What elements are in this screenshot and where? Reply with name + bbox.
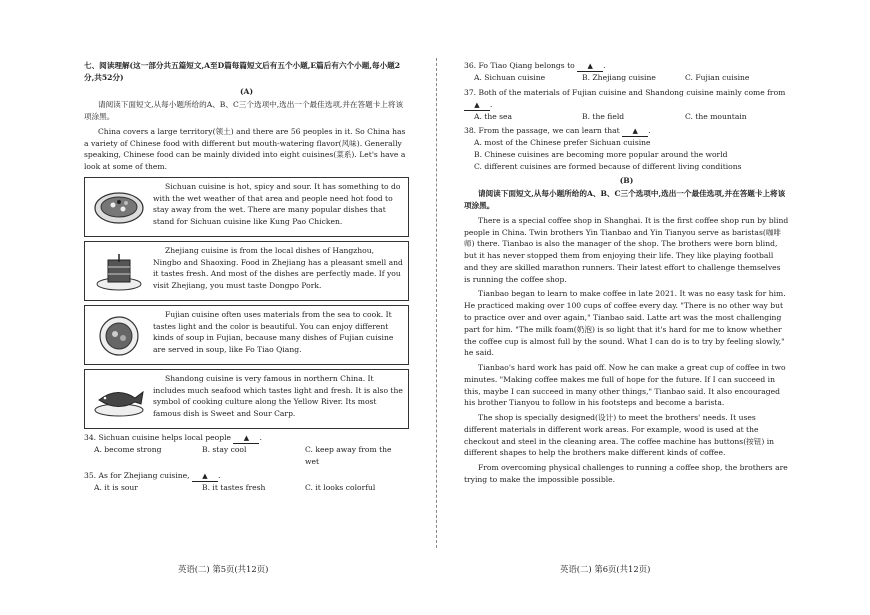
q34-options — [84, 444, 409, 468]
paragraph: There is a special coffee shop in Shanghai. It is the first coffee shop run by blind people in China. Twin brothers Yin Tianbao and Yin Tianyou serve as baristas(咖啡师) there. Tianbao is also the manager of the shop. The brothers were born blind, but it has never stopped them from enjoying their life. They like playing football and they are skilled marathon runners. Their latest effort to challenge themselves is running the coffee shop. — [464, 215, 789, 284]
answer-blank: ▲ — [622, 127, 648, 137]
zhejiang-text: Zhejiang cuisine is from the local dishes of Hangzhou, Ningbo and Shaoxing. Food in Zhejiang has a pleasant smell and it tastes fresh. And most of the dishes are perfectly made. If you visit Zhejiang, you must taste Dongpo Pork. — [153, 245, 403, 291]
answer-blank: ▲ — [233, 434, 259, 444]
option-a[interactable]: A. most of the Chinese prefer Sichuan cuisine — [474, 138, 651, 148]
instruction-b: 请阅读下面短文,从每小题所给的A、B、C三个选项中,选出一个最佳选项,并在答题卡上将该项涂黑。 — [464, 189, 786, 211]
option-b[interactable]: B. the field — [582, 111, 625, 121]
option-c[interactable]: C. the mountain — [685, 111, 747, 121]
option-c[interactable]: C. different cuisines are formed because of different living conditions — [474, 161, 742, 171]
fujian-box — [84, 305, 409, 365]
fujian-text: Fujian cuisine often uses materials from the sea to cook. It tastes light and the color is beautiful. You can enjoy different kinds of soup in Fujian, because many dishes of Fujian cuisine are served in soup, like Fo Tiao Qiang. — [153, 309, 394, 355]
column-divider — [436, 58, 437, 548]
shandong-box — [84, 369, 409, 429]
paragraph: Tianbao's hard work has paid off. Now he can make a great cup of coffee in two minutes. "Making coffee makes me full of hope for the future. If I can succeed in this, maybe I can succeed in many other things," Tianbao said. It also encouraged his brother Tianyou to follow in his footsteps and become a barista. — [464, 363, 786, 408]
q35-options — [84, 482, 409, 494]
intro-paragraph: China covers a large territory(领土) and there are 56 peoples in it. So China has a variety of Chinese food with different but mouth-watering flavor(风味). Generally speaking, Chinese food can be mainly divided into eight cuisines(菜系). Let's have a look at some of them. — [84, 126, 406, 172]
question-36: 36. Fo Tiao Qiang belongs to ▲ . — [464, 61, 606, 70]
passage-a-label: (A) — [239, 86, 254, 96]
question-38: 38. From the passage, we can learn that ▲ . — [464, 126, 651, 136]
option-a[interactable]: A. the sea — [474, 111, 513, 121]
option-b[interactable]: B. it tastes fresh — [202, 483, 266, 493]
option-a[interactable]: A. it is sour — [94, 483, 138, 493]
sichuan-text: Sichuan cuisine is hot, spicy and sour. It has something to do with the wet weather of that area and people need hot food to stay away from the wet. There are many popular dishes that stand for Sichuan cuisine like Kung Pao Chicken. — [153, 181, 401, 227]
option-b[interactable]: B. Chinese cuisines are becoming more popular around the world — [474, 150, 728, 160]
question-35: 35. As for Zhejiang cuisine, ▲ . — [84, 471, 221, 481]
answer-blank: ▲ — [464, 101, 490, 111]
answer-blank: ▲ — [577, 62, 603, 72]
paragraph: Tianbao began to learn to make coffee in late 2021. It was no easy task for him. He practiced making over 100 cups of coffee every day. "There is no other way but to practice over and over again," Tianbao said. Latte art was the most challenging part for him. "The milk foam(奶泡) is so light that it's hard for me to know whether the coffee cup is almost full by the sound. What I can do is to try by feeling slowly," he said. — [464, 289, 786, 358]
page-footer-right: 英语(二) 第6页(共12页) — [560, 564, 651, 574]
question-34: 34. Sichuan cuisine helps local people ▲ . — [84, 432, 262, 442]
zhejiang-dish-icon — [93, 250, 145, 292]
option-c[interactable]: C. keep away from the wet — [305, 444, 392, 466]
passage-b-label: (B) — [619, 175, 634, 185]
option-a[interactable]: A. become strong — [94, 444, 162, 454]
right-column — [464, 60, 789, 486]
left-column — [84, 60, 409, 494]
option-c[interactable]: C. it looks colorful — [305, 483, 376, 493]
q36-options — [464, 72, 789, 84]
answer-blank: ▲ — [192, 472, 218, 482]
sichuan-dish-icon — [93, 186, 145, 228]
shandong-text: Shandong cuisine is very famous in northern China. It includes much seafood which tastes light and fresh. It is also the symbol of cooking culture along the Yellow River. Its most famous dish is Sweet and Sour Carp. — [153, 373, 403, 419]
option-a[interactable]: A. Sichuan cuisine — [474, 73, 546, 82]
section-heading: 七、阅读理解(这一部分共五篇短文,A至D篇每篇短文后有五个小题,E篇后有六个小题,每小题2分,共52分) — [84, 61, 401, 82]
option-c[interactable]: C. Fujian cuisine — [685, 73, 750, 82]
paragraph: From overcoming physical challenges to running a coffee shop, the brothers are trying to make the impossible possible. — [464, 463, 788, 484]
shandong-fish-icon — [93, 378, 145, 420]
instruction-a: 请阅读下面短文,从每小题所给的A、B、C三个选项中,选出一个最佳选项,并在答题卡上将该项涂黑。 — [84, 100, 404, 122]
question-37: 37. Both of the materials of Fujian cuisine and Shandong cuisine mainly come from ▲ . — [464, 87, 786, 109]
option-b[interactable]: B. Zhejiang cuisine — [582, 73, 656, 82]
fujian-dish-icon — [93, 314, 145, 356]
zhejiang-box — [84, 241, 409, 301]
q37-options — [464, 111, 789, 123]
sichuan-box — [84, 177, 409, 237]
option-b[interactable]: B. stay cool — [202, 444, 247, 454]
paragraph: The shop is specially designed(设计) to meet the brothers' needs. It uses different materials in different work areas. For example, wood is used at the checkout and steel in the cleaning area. The coffee machine has buttons(按钮) in different shapes to help the brothers make different kinds of coffee. — [464, 413, 775, 458]
page-footer-left: 英语(二) 第5页(共12页) — [178, 564, 269, 574]
